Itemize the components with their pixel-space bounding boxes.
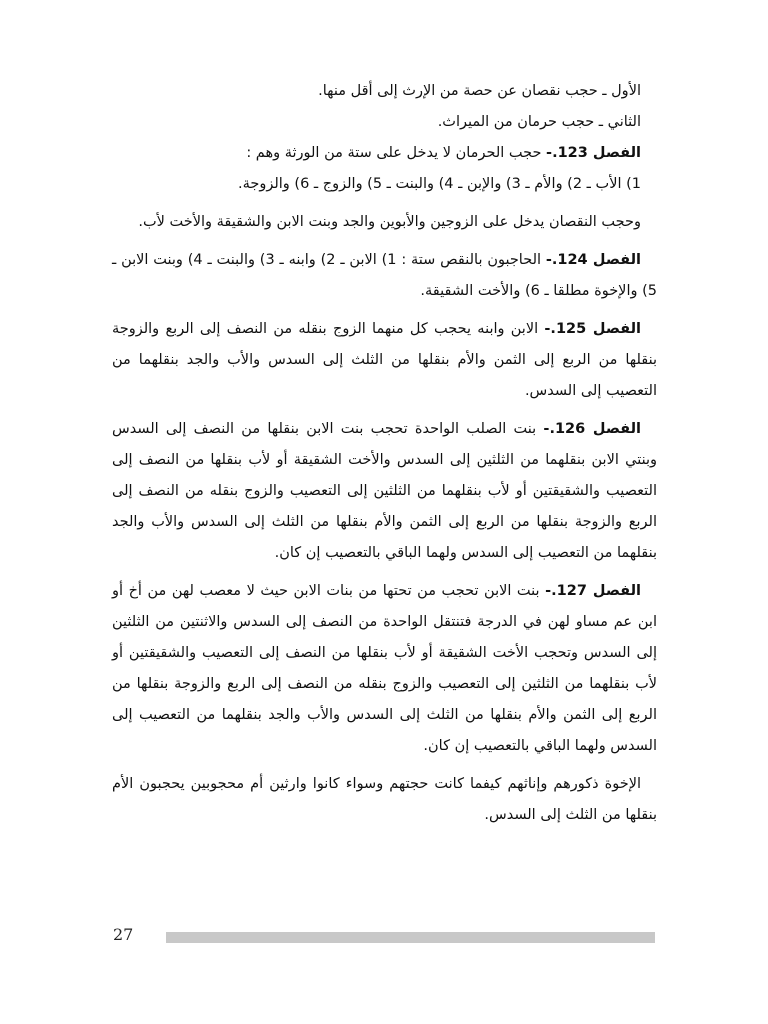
article-124	[112, 245, 657, 307]
paragraph-nuqsan-applies: وحجب النقصان يدخل على الزوجين والأبوين والجد وبنت الابن والشقيقة والأخت لأب.	[138, 214, 641, 230]
paragraph-hajb-nuqsan: الأول ـ حجب نقصان عن حصة من الإرث إلى أقل منها.	[318, 83, 641, 99]
article-127-text: بنت الابن تحجب من تحتها من بنات الابن حيث لا معصب لهن من أخ أو ابن عم مساو لهن في الدرجة فتنتقل الواحدة من النصف إلى السدس والاثنتين من الثلثين إلى السدس وتحجب الأخت الشقيقة أو لأب بنقلها من النصف إلى التعصيب والشقيقتين أو لأب بنقلهما من الثلثين إلى التعصيب والزوج بنقله من النصف إلى الربع والزوجة بنقلها من الربع إلى الثمن والأم بنقلها من الثلث إلى السدس والأب والجد بنقلهما من التعصيب إلى السدس ولهما الباقي بالتعصيب إن كان.	[112, 583, 657, 754]
article-126	[112, 414, 657, 569]
article-127	[112, 576, 657, 762]
article-123-label: الفصل 123.-	[546, 145, 641, 161]
article-125-text: الابن وابنه يحجب كل منهما الزوج بنقله من النصف إلى الربع والزوجة بنقلها من الربع إلى الثمن والأم بنقلها من الثلث إلى السدس والأب والجد بنقلهما من التعصيب إلى السدس.	[112, 321, 657, 399]
page-number: 27	[113, 925, 134, 944]
article-123-text: حجب الحرمان لا يدخل على ستة من الورثة وهم :	[246, 145, 547, 161]
paragraph-hajb-hirman: الثاني ـ حجب حرمان من الميراث.	[437, 114, 641, 130]
heirs-list: 1) الأب ـ 2) والأم ـ 3) والإبن ـ 4) والبنت ـ 5) والزوج ـ 6) والزوجة.	[237, 176, 641, 192]
article-126-label: الفصل 126.-	[543, 421, 641, 437]
article-123	[112, 138, 657, 169]
article-127-label: الفصل 127.-	[545, 583, 641, 599]
article-125	[112, 314, 657, 407]
article-126-text: بنت الصلب الواحدة تحجب بنت الابن بنقلها من النصف إلى السدس وبنتي الابن بنقلهما من الثلثين إلى السدس والأخت الشقيقة أو لأب بنقلها من النصف إلى التعصيب والشقيقتين أو لأب بنقلهما من الثلثين إلى التعصيب والزوج بنقله من النصف إلى الربع والزوجة بنقلها من الربع إلى الثمن والأم بنقلها من الثلث إلى السدس والأب والجد بنقلهما من التعصيب إلى السدس ولهما الباقي بالتعصيب إن كان.	[112, 421, 657, 561]
article-125-label: الفصل 125.-	[544, 321, 641, 337]
page-body	[112, 76, 657, 838]
article-124-text: الحاجبون بالنقص ستة : 1) الابن ـ 2) وابنه ـ 3) والبنت ـ 4) وبنت الابن ـ 5) والإخوة مطلقا ـ 6) والأخت الشقيقة.	[112, 252, 657, 299]
article-124-label: الفصل 124.-	[545, 252, 641, 268]
footer-rule	[166, 932, 655, 943]
paragraph-siblings: الإخوة ذكورهم وإناثهم كيفما كانت حجتهم وسواء كانوا وارثين أم محجوبين يحجبون الأم بنقلها من الثلث إلى السدس.	[112, 776, 657, 823]
